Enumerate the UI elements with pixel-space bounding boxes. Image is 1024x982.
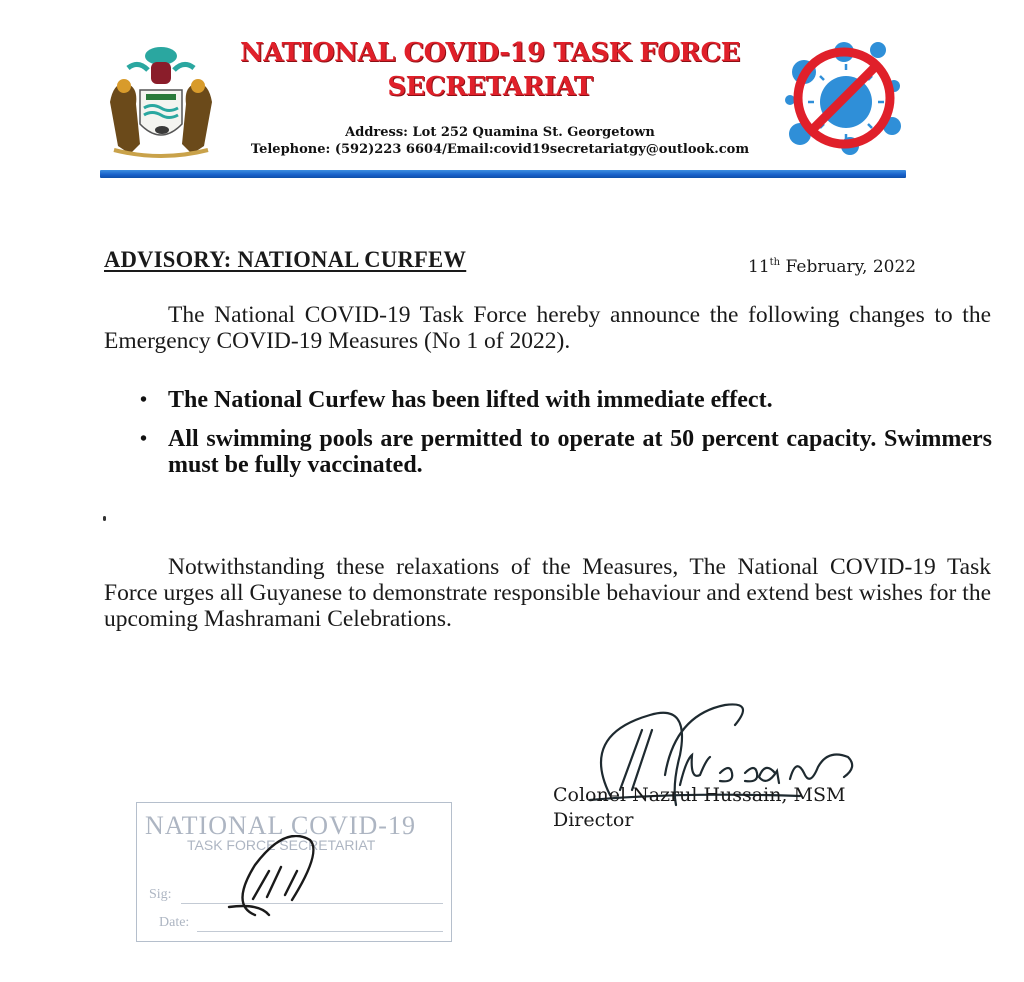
letterhead-contact <box>200 124 800 158</box>
stray-mark <box>103 516 106 521</box>
letterhead-title <box>200 36 780 104</box>
intro-paragraph: The National COVID-19 Task Force hereby announce the following changes to the Emergency COVID-19 Measures (No 1 of 2022). <box>104 302 991 354</box>
date-suffix: th <box>769 257 781 268</box>
closing-paragraph: Notwithstanding these relaxations of the Measures, The National COVID-19 Task Force urges all Guyanese to demonstrate responsible behaviour and extend best wishes for the upcoming Mashramani Celebrations. <box>104 554 991 632</box>
document-heading: ADVISORY: NATIONAL CURFEW <box>104 247 467 272</box>
address-line: Address: Lot 252 Quamina St. Georgetown <box>345 125 655 140</box>
contact-line: Telephone: (592)223 6604/Email:covid19secretariatgy@outlook.com <box>250 142 750 157</box>
stamp-title: NATIONAL COVID-19 <box>145 811 416 840</box>
stamp-date-label: Date: <box>159 915 190 930</box>
signatory-name: Colonel Nazrul Hussain, MSM <box>553 784 846 806</box>
stamp-date-line <box>197 931 443 932</box>
signatory-title: Director <box>553 809 634 831</box>
title-line-1: NATIONAL COVID-19 TASK FORCE <box>240 38 740 68</box>
measures-list <box>140 387 992 491</box>
document-date <box>748 257 916 277</box>
letterhead-divider <box>100 170 906 178</box>
bullet-icon: • <box>140 428 148 450</box>
list-item <box>140 387 992 413</box>
date-day: 11 <box>748 257 770 277</box>
stamp-subtitle: TASK FORCE SECRETARIAT <box>187 837 376 853</box>
date-rest: February, 2022 <box>780 257 917 277</box>
no-virus-icon <box>780 34 908 162</box>
list-item-text: The National Curfew has been lifted with immediate effect. <box>168 387 773 413</box>
signatory-block <box>553 783 845 833</box>
list-item <box>140 426 992 478</box>
title-line-2: SECRETARIAT <box>387 72 593 102</box>
list-item-text: All swimming pools are permitted to operate at 50 percent capacity. Swimmers must be fully vaccinated. <box>168 426 992 478</box>
handwritten-initials <box>225 835 325 930</box>
stamp-sig-label: Sig: <box>149 887 172 902</box>
bullet-icon: • <box>140 389 148 411</box>
